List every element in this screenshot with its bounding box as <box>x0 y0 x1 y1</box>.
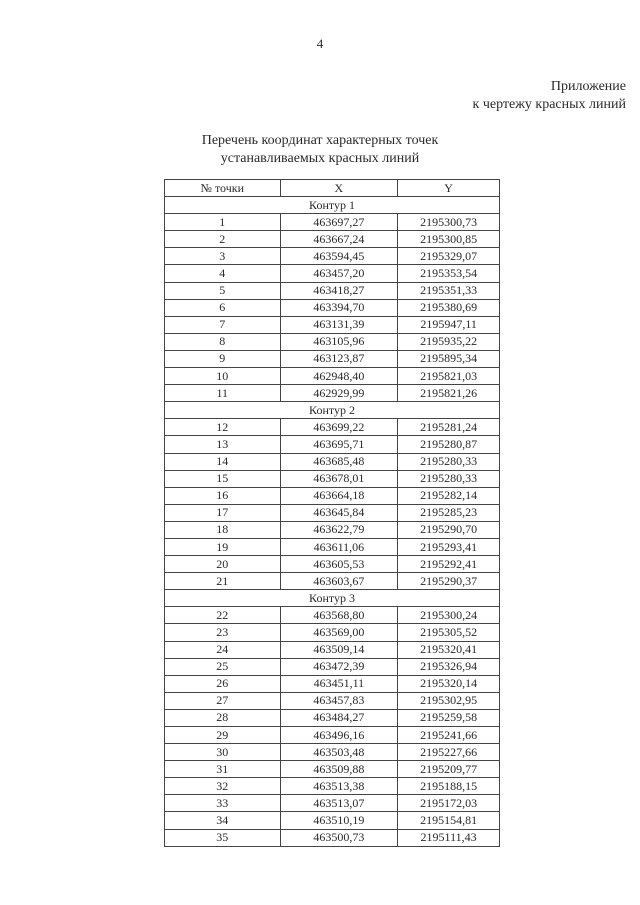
table-row <box>165 538 500 555</box>
point-number-cell: 20 <box>165 556 281 573</box>
y-coordinate-cell: 2195293,41 <box>398 538 500 555</box>
point-number-cell: 17 <box>165 504 281 521</box>
point-number-cell: 6 <box>165 299 281 316</box>
point-number-cell: 31 <box>165 761 281 778</box>
y-coordinate-cell: 2195111,43 <box>398 829 500 846</box>
x-coordinate-cell: 463500,73 <box>280 829 398 846</box>
x-coordinate-cell: 463605,53 <box>280 556 398 573</box>
y-coordinate-cell: 2195821,03 <box>398 368 500 385</box>
x-coordinate-cell: 463569,00 <box>280 624 398 641</box>
y-coordinate-cell: 2195329,07 <box>398 248 500 265</box>
y-coordinate-cell: 2195320,41 <box>398 641 500 658</box>
y-coordinate-cell: 2195282,14 <box>398 487 500 504</box>
x-coordinate-cell: 463664,18 <box>280 487 398 504</box>
y-coordinate-cell: 2195302,95 <box>398 692 500 709</box>
appendix-heading <box>473 78 626 114</box>
table-title-line-1: Перечень координат характерных точек <box>201 133 439 148</box>
contour-label: Контур 2 <box>165 402 500 419</box>
table-row <box>165 282 500 299</box>
table-row <box>165 248 500 265</box>
x-coordinate-cell: 463418,27 <box>280 282 398 299</box>
table-row <box>165 385 500 402</box>
x-coordinate-cell: 463451,11 <box>280 675 398 692</box>
table-row <box>165 641 500 658</box>
y-coordinate-cell: 2195154,81 <box>398 812 500 829</box>
table-row <box>165 761 500 778</box>
point-number-cell: 4 <box>165 265 281 282</box>
x-coordinate-cell: 463457,20 <box>280 265 398 282</box>
x-coordinate-cell: 463457,83 <box>280 692 398 709</box>
x-coordinate-cell: 463695,71 <box>280 436 398 453</box>
x-coordinate-cell: 463603,67 <box>280 573 398 590</box>
x-coordinate-cell: 463667,24 <box>280 231 398 248</box>
contour-row <box>165 590 500 607</box>
y-coordinate-cell: 2195320,14 <box>398 675 500 692</box>
table-row <box>165 453 500 470</box>
table-row <box>165 299 500 316</box>
point-number-cell: 21 <box>165 573 281 590</box>
appendix-line-2: к чертежу красных линий <box>472 97 626 112</box>
x-coordinate-cell: 463394,70 <box>280 299 398 316</box>
y-coordinate-cell: 2195241,66 <box>398 727 500 744</box>
table-row <box>165 333 500 350</box>
table-row <box>165 675 500 692</box>
x-coordinate-cell: 463568,80 <box>280 607 398 624</box>
point-number-cell: 10 <box>165 368 281 385</box>
table-row <box>165 709 500 726</box>
x-coordinate-cell: 463503,48 <box>280 744 398 761</box>
x-coordinate-cell: 463513,38 <box>280 778 398 795</box>
y-coordinate-cell: 2195227,66 <box>398 744 500 761</box>
contour-label: Контур 3 <box>165 590 500 607</box>
y-coordinate-cell: 2195280,33 <box>398 470 500 487</box>
page-number: 4 <box>316 36 324 51</box>
x-coordinate-cell: 463699,22 <box>280 419 398 436</box>
table-row <box>165 470 500 487</box>
y-coordinate-cell: 2195305,52 <box>398 624 500 641</box>
y-coordinate-cell: 2195351,33 <box>398 282 500 299</box>
contour-row <box>165 402 500 419</box>
x-coordinate-cell: 463685,48 <box>280 453 398 470</box>
x-coordinate-cell: 463678,01 <box>280 470 398 487</box>
point-number-cell: 22 <box>165 607 281 624</box>
table-row <box>165 624 500 641</box>
table-row <box>165 265 500 282</box>
x-coordinate-cell: 463472,39 <box>280 658 398 675</box>
point-number-cell: 32 <box>165 778 281 795</box>
y-coordinate-cell: 2195326,94 <box>398 658 500 675</box>
table-row <box>165 231 500 248</box>
y-coordinate-cell: 2195895,34 <box>398 350 500 367</box>
point-number-cell: 23 <box>165 624 281 641</box>
point-number-cell: 3 <box>165 248 281 265</box>
appendix-line-1: Приложение <box>550 79 626 94</box>
point-number-cell: 29 <box>165 727 281 744</box>
x-coordinate-cell: 463496,16 <box>280 727 398 744</box>
x-coordinate-cell: 463510,19 <box>280 812 398 829</box>
y-coordinate-cell: 2195947,11 <box>398 316 500 333</box>
x-coordinate-cell: 463622,79 <box>280 521 398 538</box>
table-row <box>165 658 500 675</box>
point-number-cell: 1 <box>165 214 281 231</box>
point-number-cell: 18 <box>165 521 281 538</box>
header-y: Y <box>398 180 500 197</box>
y-coordinate-cell: 2195290,37 <box>398 573 500 590</box>
x-coordinate-cell: 463123,87 <box>280 350 398 367</box>
x-coordinate-cell: 463484,27 <box>280 709 398 726</box>
x-coordinate-cell: 463509,14 <box>280 641 398 658</box>
point-number-cell: 25 <box>165 658 281 675</box>
y-coordinate-cell: 2195292,41 <box>398 556 500 573</box>
table-body <box>165 197 500 847</box>
table-row <box>165 727 500 744</box>
point-number-cell: 11 <box>165 385 281 402</box>
point-number-cell: 9 <box>165 350 281 367</box>
header-point-number: № точки <box>165 180 281 197</box>
y-coordinate-cell: 2195935,22 <box>398 333 500 350</box>
point-number-cell: 12 <box>165 419 281 436</box>
x-coordinate-cell: 463509,88 <box>280 761 398 778</box>
point-number-cell: 34 <box>165 812 281 829</box>
point-number-cell: 16 <box>165 487 281 504</box>
point-number-cell: 13 <box>165 436 281 453</box>
x-coordinate-cell: 463513,07 <box>280 795 398 812</box>
point-number-cell: 19 <box>165 538 281 555</box>
y-coordinate-cell: 2195285,23 <box>398 504 500 521</box>
y-coordinate-cell: 2195209,77 <box>398 761 500 778</box>
contour-label: Контур 1 <box>165 197 500 214</box>
y-coordinate-cell: 2195353,54 <box>398 265 500 282</box>
table-row <box>165 368 500 385</box>
x-coordinate-cell: 463105,96 <box>280 333 398 350</box>
table-row <box>165 607 500 624</box>
table-title <box>0 132 640 168</box>
point-number-cell: 28 <box>165 709 281 726</box>
x-coordinate-cell: 462929,99 <box>280 385 398 402</box>
table-row <box>165 436 500 453</box>
table-row <box>165 504 500 521</box>
table-row <box>165 521 500 538</box>
x-coordinate-cell: 463697,27 <box>280 214 398 231</box>
table-row <box>165 316 500 333</box>
y-coordinate-cell: 2195300,24 <box>398 607 500 624</box>
table-row <box>165 778 500 795</box>
table-row <box>165 744 500 761</box>
point-number-cell: 14 <box>165 453 281 470</box>
table-row <box>165 419 500 436</box>
y-coordinate-cell: 2195281,24 <box>398 419 500 436</box>
x-coordinate-cell: 463131,39 <box>280 316 398 333</box>
y-coordinate-cell: 2195821,26 <box>398 385 500 402</box>
point-number-cell: 26 <box>165 675 281 692</box>
contour-row <box>165 197 500 214</box>
x-coordinate-cell: 463611,06 <box>280 538 398 555</box>
point-number-cell: 30 <box>165 744 281 761</box>
table-row <box>165 829 500 846</box>
table-row <box>165 692 500 709</box>
y-coordinate-cell: 2195172,03 <box>398 795 500 812</box>
x-coordinate-cell: 463645,84 <box>280 504 398 521</box>
y-coordinate-cell: 2195300,85 <box>398 231 500 248</box>
point-number-cell: 2 <box>165 231 281 248</box>
table-header-row <box>165 180 500 197</box>
y-coordinate-cell: 2195259,58 <box>398 709 500 726</box>
table-row <box>165 556 500 573</box>
point-number-cell: 27 <box>165 692 281 709</box>
y-coordinate-cell: 2195380,69 <box>398 299 500 316</box>
point-number-cell: 7 <box>165 316 281 333</box>
y-coordinate-cell: 2195300,73 <box>398 214 500 231</box>
table-row <box>165 795 500 812</box>
y-coordinate-cell: 2195290,70 <box>398 521 500 538</box>
point-number-cell: 24 <box>165 641 281 658</box>
x-coordinate-cell: 463594,45 <box>280 248 398 265</box>
point-number-cell: 35 <box>165 829 281 846</box>
table-row <box>165 812 500 829</box>
y-coordinate-cell: 2195280,87 <box>398 436 500 453</box>
point-number-cell: 15 <box>165 470 281 487</box>
x-coordinate-cell: 462948,40 <box>280 368 398 385</box>
table-row <box>165 573 500 590</box>
point-number-cell: 33 <box>165 795 281 812</box>
header-x: X <box>280 180 398 197</box>
coordinates-table <box>164 179 500 847</box>
point-number-cell: 5 <box>165 282 281 299</box>
point-number-cell: 8 <box>165 333 281 350</box>
table-row <box>165 487 500 504</box>
y-coordinate-cell: 2195188,15 <box>398 778 500 795</box>
y-coordinate-cell: 2195280,33 <box>398 453 500 470</box>
table-row <box>165 350 500 367</box>
table-row <box>165 214 500 231</box>
table-title-line-2: устанавливаемых красных линий <box>220 151 420 166</box>
